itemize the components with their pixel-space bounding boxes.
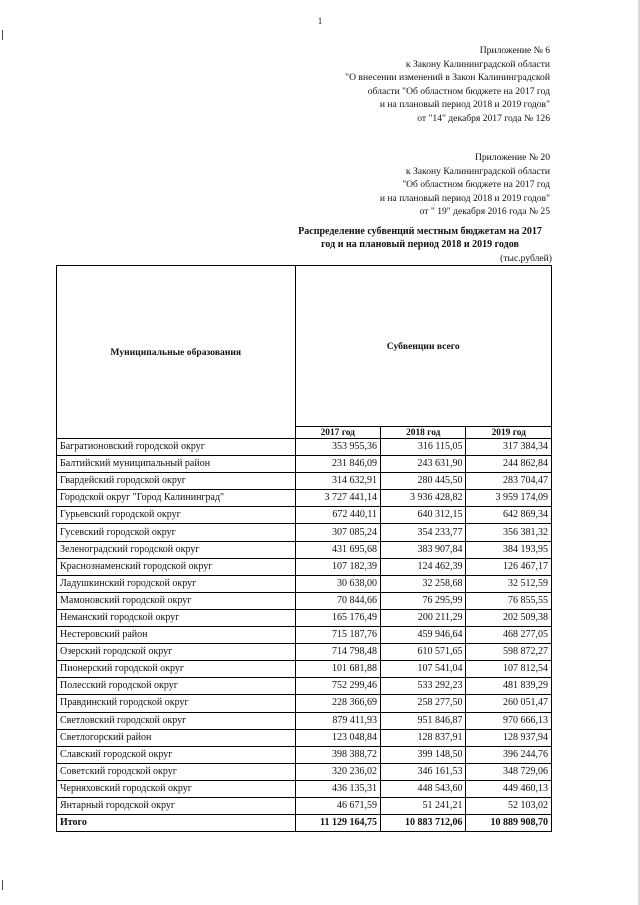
total-row bbox=[57, 815, 552, 832]
value-2018: 243 631,90 bbox=[380, 456, 465, 473]
table-row bbox=[57, 473, 552, 490]
value-2018: 3 936 428,82 bbox=[380, 490, 465, 507]
appendix-6-line: области "Об областном бюджете на 2017 год bbox=[367, 85, 550, 97]
value-2018: 383 907,84 bbox=[380, 541, 465, 558]
value-2017: 307 085,24 bbox=[295, 524, 380, 541]
value-2017: 752 299,46 bbox=[295, 678, 380, 695]
value-2018: 107 541,04 bbox=[380, 661, 465, 678]
value-2019: 283 704,47 bbox=[466, 473, 552, 490]
value-2018: 258 277,50 bbox=[380, 695, 465, 712]
municipality-name: Багратионовский городской округ bbox=[57, 439, 296, 456]
value-2018: 124 462,39 bbox=[380, 558, 465, 575]
title-line-1: Распределение субвенций местным бюджетам на 2017 bbox=[298, 226, 542, 237]
appendix-20-line: от " 19" декабря 2016 года № 25 bbox=[419, 206, 550, 218]
table-row bbox=[57, 695, 552, 712]
value-2018: 128 837,91 bbox=[380, 729, 465, 746]
value-2019: 76 855,55 bbox=[466, 592, 552, 609]
units-label: (тыс.рублей) bbox=[500, 253, 552, 264]
municipality-name: Озерский городской округ bbox=[57, 644, 296, 661]
municipality-name: Краснознаменский городской округ bbox=[57, 558, 296, 575]
table-row bbox=[57, 678, 552, 695]
header-subventions-total: Субвенции всего bbox=[295, 266, 552, 427]
header-municipalities: Муниципальные образования bbox=[57, 266, 296, 439]
table-row bbox=[57, 507, 552, 524]
table-row bbox=[57, 712, 552, 729]
municipality-name: Черняховский городской округ bbox=[57, 780, 296, 797]
value-2018: 346 161,53 bbox=[380, 763, 465, 780]
appendix-6-line: к Закону Калининградской области bbox=[405, 58, 550, 70]
value-2017: 879 411,93 bbox=[295, 712, 380, 729]
value-2019: 384 193,95 bbox=[466, 541, 552, 558]
value-2018: 448 543,60 bbox=[380, 780, 465, 797]
table-row bbox=[57, 541, 552, 558]
value-2017: 714 798,48 bbox=[295, 644, 380, 661]
value-2018: 459 946,64 bbox=[380, 627, 465, 644]
appendix-20-line: Приложение № 20 bbox=[474, 152, 550, 163]
municipality-name: Славский городской округ bbox=[57, 746, 296, 763]
appendix-6-header bbox=[345, 44, 550, 126]
municipality-name: Светловский городской округ bbox=[57, 712, 296, 729]
value-2018: 399 148,50 bbox=[380, 746, 465, 763]
municipality-name: Гусевский городской округ bbox=[57, 524, 296, 541]
value-2019: 107 812,54 bbox=[466, 661, 552, 678]
value-2018: 640 312,15 bbox=[380, 507, 465, 524]
value-2018: 316 115,05 bbox=[380, 439, 465, 456]
municipality-name: Гвардейский городской округ bbox=[57, 473, 296, 490]
appendix-20-line: и на плановый период 2018 и 2019 годов" bbox=[379, 192, 550, 204]
table-row bbox=[57, 609, 552, 626]
table-body bbox=[57, 439, 552, 815]
value-2017: 123 048,84 bbox=[295, 729, 380, 746]
total-2017: 11 129 164,75 bbox=[295, 815, 380, 832]
municipality-name: Ладушкинский городской округ bbox=[57, 575, 296, 592]
municipality-name: Зеленоградский городской округ bbox=[57, 541, 296, 558]
table-row bbox=[57, 797, 552, 814]
document-title bbox=[255, 225, 585, 251]
scan-mark bbox=[2, 30, 3, 40]
table-row bbox=[57, 729, 552, 746]
value-2018: 200 211,29 bbox=[380, 609, 465, 626]
municipality-name: Пионерский городской округ bbox=[57, 661, 296, 678]
value-2019: 52 103,02 bbox=[466, 797, 552, 814]
header-year-2018: 2018 год bbox=[380, 427, 465, 439]
value-2017: 228 366,69 bbox=[295, 695, 380, 712]
appendix-20-header bbox=[380, 151, 550, 219]
value-2017: 715 187,76 bbox=[295, 627, 380, 644]
table-row bbox=[57, 746, 552, 763]
value-2019: 317 384,34 bbox=[466, 439, 552, 456]
municipality-name: Правдинский городской округ bbox=[57, 695, 296, 712]
table-row bbox=[57, 456, 552, 473]
value-2017: 46 671,59 bbox=[295, 797, 380, 814]
appendix-6-line: от "14" декабря 2017 года № 126 bbox=[417, 112, 550, 124]
value-2018: 76 295,99 bbox=[380, 592, 465, 609]
value-2017: 107 182,39 bbox=[295, 558, 380, 575]
table-row bbox=[57, 592, 552, 609]
table-row bbox=[57, 763, 552, 780]
value-2017: 70 844,66 bbox=[295, 592, 380, 609]
municipality-name: Советский городской округ bbox=[57, 763, 296, 780]
value-2019: 481 839,29 bbox=[466, 678, 552, 695]
value-2017: 314 632,91 bbox=[295, 473, 380, 490]
value-2018: 51 241,21 bbox=[380, 797, 465, 814]
value-2019: 642 869,34 bbox=[466, 507, 552, 524]
value-2018: 533 292,23 bbox=[380, 678, 465, 695]
municipality-name: Мамоновский городской округ bbox=[57, 592, 296, 609]
appendix-6-line: и на плановый период 2018 и 2019 годов" bbox=[379, 99, 550, 111]
value-2019: 356 381,32 bbox=[466, 524, 552, 541]
value-2017: 30 638,00 bbox=[295, 575, 380, 592]
value-2019: 3 959 174,09 bbox=[466, 490, 552, 507]
value-2017: 398 388,72 bbox=[295, 746, 380, 763]
value-2019: 468 277,05 bbox=[466, 627, 552, 644]
value-2017: 672 440,11 bbox=[295, 507, 380, 524]
total-label: Итого bbox=[57, 815, 296, 832]
value-2018: 951 846,87 bbox=[380, 712, 465, 729]
table-row bbox=[57, 644, 552, 661]
value-2018: 354 233,77 bbox=[380, 524, 465, 541]
value-2018: 32 258,68 bbox=[380, 575, 465, 592]
value-2019: 128 937,94 bbox=[466, 729, 552, 746]
value-2017: 231 846,09 bbox=[295, 456, 380, 473]
appendix-6-line: Приложение № 6 bbox=[479, 45, 550, 56]
total-2018: 10 883 712,06 bbox=[380, 815, 465, 832]
value-2019: 396 244,76 bbox=[466, 746, 552, 763]
value-2019: 126 467,17 bbox=[466, 558, 552, 575]
value-2019: 32 512,59 bbox=[466, 575, 552, 592]
table-row bbox=[57, 661, 552, 678]
value-2019: 598 872,27 bbox=[466, 644, 552, 661]
municipality-name: Полесский городской округ bbox=[57, 678, 296, 695]
table-row bbox=[57, 627, 552, 644]
value-2017: 353 955,36 bbox=[295, 439, 380, 456]
table-row bbox=[57, 558, 552, 575]
total-2019: 10 889 908,70 bbox=[466, 815, 552, 832]
table-row bbox=[57, 780, 552, 797]
municipality-name: Городской округ "Город Калининград" bbox=[57, 490, 296, 507]
subventions-table bbox=[56, 265, 552, 832]
table-row bbox=[57, 524, 552, 541]
value-2019: 260 051,47 bbox=[466, 695, 552, 712]
page-number: 1 bbox=[317, 16, 323, 26]
value-2017: 320 236,02 bbox=[295, 763, 380, 780]
value-2019: 449 460,13 bbox=[466, 780, 552, 797]
title-line-2: год и на плановый период 2018 и 2019 годов bbox=[321, 239, 519, 250]
table-row bbox=[57, 439, 552, 456]
municipality-name: Балтийский муниципальный район bbox=[57, 456, 296, 473]
scan-mark bbox=[2, 880, 3, 890]
header-year-2017: 2017 год bbox=[295, 427, 380, 439]
value-2018: 610 571,65 bbox=[380, 644, 465, 661]
value-2019: 348 729,06 bbox=[466, 763, 552, 780]
value-2018: 280 445,50 bbox=[380, 473, 465, 490]
value-2019: 244 862,84 bbox=[466, 456, 552, 473]
municipality-name: Светлогорский район bbox=[57, 729, 296, 746]
value-2017: 3 727 441,14 bbox=[295, 490, 380, 507]
table-row bbox=[57, 490, 552, 507]
municipality-name: Неманский городской округ bbox=[57, 609, 296, 626]
appendix-20-line: к Закону Калининградской области bbox=[405, 165, 550, 177]
appendix-6-line: "О внесении изменений в Закон Калининградской bbox=[345, 72, 550, 84]
value-2019: 202 509,38 bbox=[466, 609, 552, 626]
header-year-2019: 2019 год bbox=[466, 427, 552, 439]
appendix-20-line: "Об областном бюджете на 2017 год bbox=[402, 179, 550, 191]
value-2017: 436 135,31 bbox=[295, 780, 380, 797]
municipality-name: Гурьевский городской округ bbox=[57, 507, 296, 524]
value-2019: 970 666,13 bbox=[466, 712, 552, 729]
value-2017: 101 681,88 bbox=[295, 661, 380, 678]
value-2017: 165 176,49 bbox=[295, 609, 380, 626]
value-2017: 431 695,68 bbox=[295, 541, 380, 558]
municipality-name: Янтарный городской округ bbox=[57, 797, 296, 814]
table-row bbox=[57, 575, 552, 592]
municipality-name: Нестеровский район bbox=[57, 627, 296, 644]
